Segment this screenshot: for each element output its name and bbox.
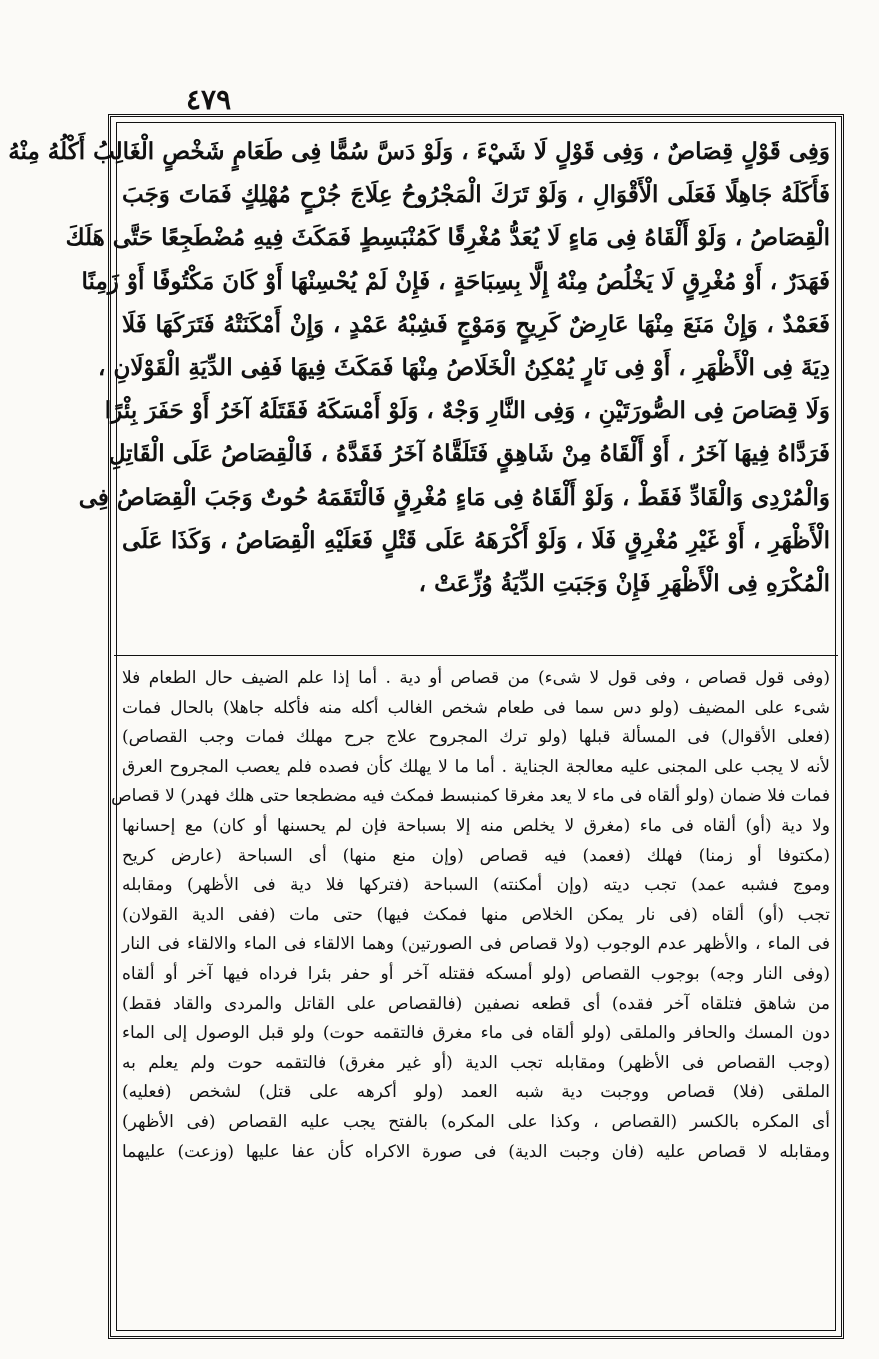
matn-line: دِيَةَ فِى الْأَظْهَرِ ، أَوْ فِى نَارٍ يُمْكِنُ الْخَلَاصُ مِنْهَا فَمَكَثَ فِيهَا فَفِى الدِّيَةِ الْقَوْلَانِ ، <box>98 353 830 381</box>
matn-line: الْأَظْهَرِ ، أَوْ غَيْرِ مُغْرِقٍ فَلَا ، وَلَوْ أَكْرَهَهُ عَلَى قَتْلٍ فَعَلَيْهِ الْقِصَاصُ ، وَكَذَا عَلَى <box>122 526 830 554</box>
sharh-line: (فعلى الأقوال) فى المسألة قبلها (ولو ترك المجروح علاج جرح مهلك فمات وجب القصاص) <box>122 727 830 748</box>
matn-line: وَفِى قَوْلٍ قِصَاصٌ ، وَفِى قَوْلٍ لَا شَيْءَ ، وَلَوْ دَسَّ سُمًّا فِى طَعَامٍ شَخْصٍ الْغَالِبُ أَكْلُهُ مِنْهُ <box>8 138 830 165</box>
matn-line: فَأَكَلَهُ جَاهِلًا فَعَلَى الْأَقْوَالِ ، وَلَوْ تَرَكَ الْمَجْرُوحُ عِلَاجَ جُرْحٍ مُهْلِكٍ فَمَاتَ وَجَبَ <box>122 181 830 209</box>
sharh-line: دون المسك والحافر والملقى (ولو ألقاه فى ماء مغرق فالتقمه حوت) ولو قبل الوصول إلى الماء <box>122 1023 830 1044</box>
sharh-line: فمات فلا ضمان (ولو ألقاه فى ماء لا يعد مغرقا كمنبسط فمكث فيه مضطجعا حتى هلك فهدر) لا قصاص <box>111 786 830 807</box>
matn-text-block <box>8 130 834 650</box>
sharh-line: شىء على المضيف (ولو دس سما فى طعام شخص الغالب أكله منه فأكله جاهلا) بالحال فمات <box>122 697 830 718</box>
sharh-line: وموج فشبه عمد) تجب ديته (وإن أمكنته) السباحة (فتركها فلا دية فى الأظهر) ومقابله <box>122 875 830 896</box>
matn-line: فَعَمْدٌ ، وَإِنْ مَنَعَ مِنْهَا عَارِضٌ كَرِيحٍ وَمَوْجٍ فَشِبْهُ عَمْدٍ ، وَإِنْ أَمْكَنَتْهُ فَتَرَكَهَا فَلَا <box>122 310 830 338</box>
sharh-line: (وفى قول قصاص ، وفى قول لا شىء) من قصاص أو دية . أما إذا علم الضيف حال الطعام فلا <box>122 668 830 688</box>
matn-line: وَالْمُرْدِى وَالْقَادِّ فَقَطْ ، وَلَوْ أَلْقَاهُ فِى مَاءٍ مُغْرِقٍ فَالْتَقَمَهُ حُوتٌ وَجَبَ الْقِصَاصُ فِى <box>78 483 830 511</box>
matn-line: الْمُكْرَهِ فِى الْأَظْهَرِ فَإِنْ وَجَبَتِ الدِّيَةُ وُزِّعَتْ ، <box>418 569 830 597</box>
sharh-line: ومقابله لا قصاص عليه (فان وجبت الدية) فى صورة الاكراه كأن عفا عليها (وزعت) عليهما <box>122 1141 830 1162</box>
sharh-line: فى الماء ، والأظهر عدم الوجوب (ولا قصاص فى الصورتين) وهما الالقاء فى الماء والالقاء فى النار <box>122 934 830 955</box>
sharh-line: ولا دية (أو) ألقاه فى ماء (مغرق لا يخلص منه إلا بسباحة فإن لم يحسنها أو كان) مع إحسانها <box>122 815 830 836</box>
sharh-line: الملقى (فلا) قصاص ووجبت دية شبه العمد (ولو أكرهه على قتل) لشخص (فعليه) <box>122 1082 830 1103</box>
sharh-line: (وفى النار وجه) بوجوب القصاص (ولو أمسكه فقتله آخر أو حفر بئرا فرداه فيها آخر أو ألقاه <box>122 963 830 984</box>
sharh-text-block <box>111 664 834 1167</box>
sharh-line: لأنه لا يجب على المجنى عليه معالجة الجناية . أما ما لا يهلك كأن فصده فلم يعصب المجروح العرق <box>122 756 830 777</box>
sharh-line: من شاهق فتلقاه آخر فقده) أى قطعه نصفين (فالقصاص على القاتل والمردى والقاد فقط) <box>122 993 830 1014</box>
matn-line: فَهَدَرٌ ، أَوْ مُغْرِقٍ لَا يَخْلُصُ مِنْهُ إِلَّا بِسِبَاحَةٍ ، فَإِنْ لَمْ يُحْسِنْهَا أَوْ كَانَ مَكْتُوفًا أَوْ زَمِنًا <box>81 267 830 295</box>
page-number: ٤٧٩ <box>186 83 232 116</box>
matn-line: وَلَا قِصَاصَ فِى الصُّورَتَيْنِ ، وَفِى النَّارِ وَجْهٌ ، وَلَوْ أَمْسَكَهُ فَقَتَلَهُ آخَرُ أَوْ حَفَرَ بِئْرًا <box>104 397 830 425</box>
section-divider <box>114 655 838 656</box>
matn-line: فَرَدَّاهُ فِيهَا آخَرُ ، أَوْ أَلْقَاهُ مِنْ شَاهِقٍ فَتَلَقَّاهُ آخَرُ فَقَدَّهُ ، فَالْقِصَاصُ عَلَى الْقَاتِلِ <box>108 440 830 468</box>
sharh-line: تجب (أو) ألقاه (فى نار يمكن الخلاص منها فمكث فيها) حتى مات (ففى الدية القولان) <box>122 904 830 925</box>
matn-line: الْقِصَاصُ ، وَلَوْ أَلْقَاهُ فِى مَاءٍ لَا يُعَدُّ مُغْرِقًا كَمُنْبَسِطٍ فَمَكَثَ فِيهِ مُضْطَجِعًا حَتَّى هَلَكَ <box>65 224 830 252</box>
sharh-line: (وجب القصاص فى الأظهر) ومقابله تجب الدية (أو غير مغرق) فالتقمه حوت ولم يعلم به <box>122 1052 830 1073</box>
sharh-line: أى المكره بالكسر (القصاص ، وكذا على المكره) بالفتح يجب عليه القصاص (فى الأظهر) <box>122 1111 830 1132</box>
sharh-line: (مكتوفا أو زمنا) فهلك (فعمد) فيه قصاص (وإن منع منها) أى السباحة (عارض كريح <box>122 845 830 866</box>
